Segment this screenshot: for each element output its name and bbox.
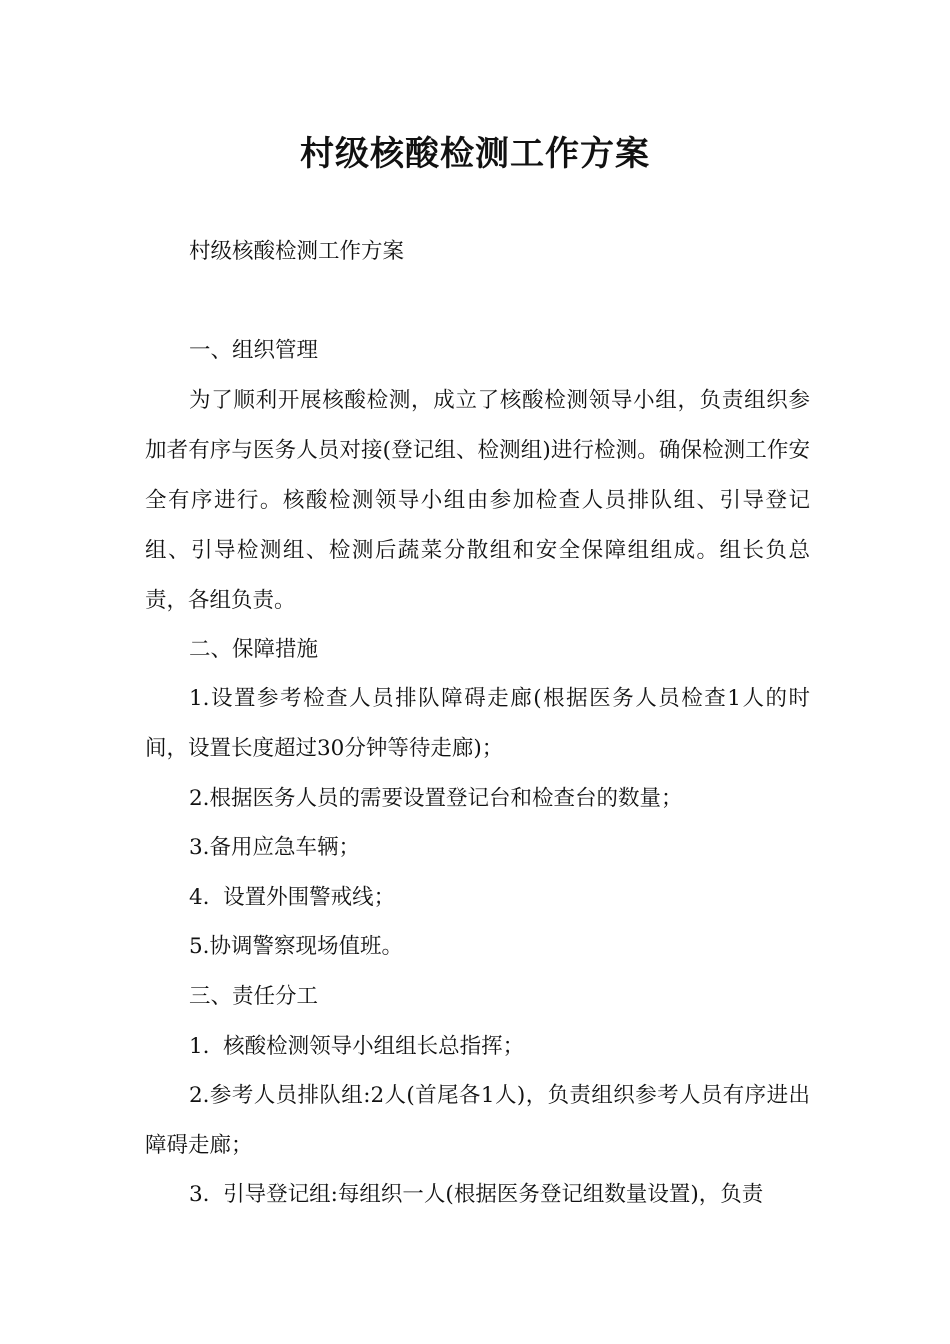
- paragraph: 二、保障措施: [189, 637, 319, 662]
- list-item: [145, 774, 810, 824]
- list-item: [145, 873, 810, 923]
- section-heading-organization: [145, 326, 810, 376]
- paragraph: 5.协调警察现场值班。: [189, 934, 404, 959]
- list-item: [145, 1022, 810, 1072]
- paragraph: 4. 设置外围警戒线；: [189, 885, 396, 910]
- list-item: [145, 922, 810, 972]
- paragraph: 2.根据医务人员的需要设置登记台和检查台的数量；: [189, 786, 683, 811]
- paragraph: 1.设置参考检查人员排队障碍走廊(根据医务人员检查1人的时间，设置长度超过30分钟等待走廊)；: [145, 686, 810, 761]
- section-heading-measures: [145, 625, 810, 675]
- list-item: [145, 1170, 810, 1220]
- paragraph: 3. 引导登记组:每组织一人(根据医务登记组数量设置)，负责: [189, 1182, 764, 1207]
- paragraph: 2.参考人员排队组:2人(首尾各1人)，负责组织参考人员有序进出障碍走廊；: [145, 1083, 810, 1158]
- list-item: [145, 1071, 810, 1171]
- list-item: [145, 674, 810, 774]
- document-title: 村级核酸检测工作方案: [300, 134, 650, 174]
- paragraph: 为了顺利开展核酸检测，成立了核酸检测领导小组，负责组织参加者有序与医务人员对接(登记组、检测组)进行检测。确保检测工作安全有序进行。核酸检测领导小组由参加检查人员排队组、引导登记组、引导检测组、检测后蔬菜分散组和安全保障组组成。组长负总责，各组负责。: [145, 388, 810, 613]
- paragraph: 3.备用应急车辆；: [189, 835, 361, 860]
- paragraph-organization-body: [145, 376, 810, 626]
- paragraph: 一、组织管理: [189, 338, 319, 363]
- list-item: [145, 823, 810, 873]
- section-heading-responsibilities: [145, 972, 810, 1022]
- paragraph: 1. 核酸检测领导小组组长总指挥；: [189, 1034, 525, 1059]
- paragraph: 三、责任分工: [189, 984, 319, 1009]
- subtitle-text: 村级核酸检测工作方案: [189, 239, 405, 264]
- document-subtitle: [145, 227, 810, 277]
